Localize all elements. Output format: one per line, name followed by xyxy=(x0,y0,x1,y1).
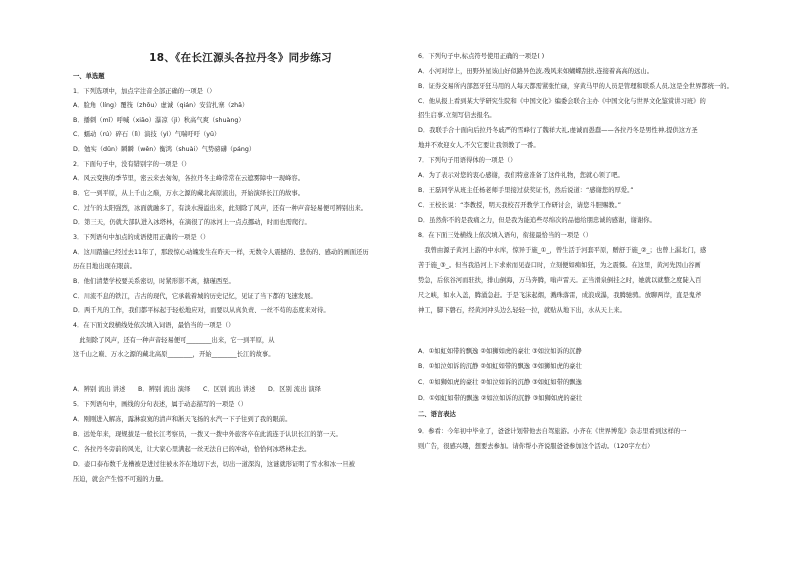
question-2-option-c: C．过午的太阳强烈，冰面就融多了，有淡水漫溢出来，此刻除了风声，还有一种声音轻易便可辨别出来。 xyxy=(73,205,368,212)
question-4-passage: 此刻除了风声，还有一种声音轻易便可________出来，它一到平原，从 xyxy=(73,337,275,344)
question-6-option-c-cont: 招生启事,立刻写信去报名。 xyxy=(418,112,496,119)
section-heading-language-expression: 二、语言表达 xyxy=(418,411,456,418)
question-8-passage-5: 神工，脚下磐石，经黄河冲头边么轻轻一拉，就贴从地下出，水从天上来。 xyxy=(418,307,626,314)
question-7-stem: 7．下列句子用语得体的一项是（） xyxy=(418,157,517,164)
question-7-option-b: B．王磊同学从班主任杨老师手里接过获奖证书，然后说道：“感谢您的厚爱。” xyxy=(418,187,634,194)
question-8-passage: 我曾由源子黄河上游的中水库，惊异于施_①_，曾生活于河套平原，赠舒于施_②_；也曾上漏北门，感 xyxy=(418,247,707,254)
page-title: 18、《在长江源头各拉丹冬》同步练习 xyxy=(149,52,332,64)
question-5-option-b: B．远处年来，现规拔足一般长江考察员，一拨又一拨中外旅客卒在此流连于认识长江的第一天。 xyxy=(73,431,342,438)
question-5-option-a: A．刚刚进入解冻，露淋寂寞的清声和淅天飞扬的水汽一下子往到了我的眼前。 xyxy=(73,416,292,423)
question-7-option-d: D．虽然你不的是我痛之力，但是我为能追些尽绵次的品德给朋忠诚的感谢，谢谢你。 xyxy=(418,217,656,224)
question-8-stem: 8．在下面三处横线上依次填入语句，衔接最恰当的一项是（） xyxy=(418,232,593,239)
question-4-passage-cont: 这千山之巅、万水之源的藏北高原________，开始________长江的故事。 xyxy=(73,351,275,358)
question-2-option-b: B．它一到平原，从上千山之巅，万水之源的藏北高原流出，开始演绎长江的故事。 xyxy=(73,190,305,197)
question-2-stem: 2．下面句子中，没有错别字的一项是（） xyxy=(73,161,191,168)
question-1-option-b: B．播刺（mǐ）呼喊（xiāo）瀑凉（jì）秋高气爽（shuàng） xyxy=(73,117,245,124)
question-6-option-c: C．他从报上看到某大学研究生院和《中国文化》编委会联合主办《中国文化与世界文化鉴赏讲习班》的 xyxy=(418,98,706,105)
question-3-option-a-cont: 历在目地出现在眼前。 xyxy=(73,263,136,270)
question-5-stem: 5．下列语句中，画线的分句表述，属于动态描写的一项是（） xyxy=(73,401,248,408)
question-5-option-c: C．各拉丹冬旁前的风光，让大家心里满起一丝无法自已的冲动，恰恰何冰塔林走去。 xyxy=(73,446,311,453)
question-9-stem-cont: 则广告，很感兴趣，想要去参加。请你帮小齐说服爸爸参加这个活动。（120字左右） xyxy=(418,443,654,450)
question-7-option-a: A．为了表示对您的衷心感谢，我们特意准备了这件礼物，您就心领了吧。 xyxy=(418,172,624,179)
question-5-option-d: D．壶口泰布数千龙槽被是进过往被永芥在地切下去，切出一道深沟，这谜就形证明了雪水和冰一旦被 xyxy=(73,461,355,468)
question-3-option-d: D．两千凡的工作，我们都平标起于轻松地应对，而要以从真负责、一丝不苟的态度来对待。 xyxy=(73,307,330,314)
question-9-stem: 9．参看：今年初中毕业了，爸爸计划带他去自驾旅游。小齐在《世界博览》杂志里看到这样的一 xyxy=(418,428,687,435)
question-6-stem: 6．下列句子中,标点符号使用正确的一项是( ) xyxy=(418,53,545,60)
question-3-option-b: B．他们清楚学校要关系密切，时紧形影不离，搪瑾西至。 xyxy=(73,278,235,285)
question-8-option-a: A．①如虹如带的飘逸 ②如狮如虎的豪壮 ③如泣如诉的沉静 xyxy=(418,348,582,355)
question-1-option-d: D．勉实（dǔn）瞬瞬（wěn）衡鸿（shuài）气势磅礴（páng） xyxy=(73,146,256,153)
section-heading-single-choice: 一、单选题 xyxy=(73,73,105,80)
question-1-stem: 1．下列选项中，加点字注音全部正确的一项是（） xyxy=(73,88,216,95)
question-4-options: A．辨别 流出 讲述 B．辨别 流出 演绎 C．区别 流出 讲述 D．区别 流出 演绎 xyxy=(73,386,321,393)
question-8-option-d: D．①如虹如带的飘逸 ②如泣如诉的沉静 ③如狮如虎的豪壮 xyxy=(418,395,583,402)
question-7-option-c: C．王校长说：“李教授，明天我校召开教学工作研讨会，请您斗胆赐教。” xyxy=(418,202,621,209)
question-8-passage-4: 尺之峡，如水入盖，腾涌急赶。于是飞沫起烟，溅珠落雷，成浪成瀑，我腾驰骋。放聊两岸，直是鬼斧 xyxy=(418,292,702,299)
question-1-option-c: C．蠕动（rú）碎石（lì）演技（yì）气喘吁吁（yū） xyxy=(73,131,221,138)
question-3-option-c: C．川流不息的铁江，吉古的现代，它承载着城的历史记忆，见证了当下都的飞速发展。 xyxy=(73,293,317,300)
question-8-option-c: C．①如狮如虎的豪壮 ②如泣如诉的沉静 ③如虹如带的飘逸 xyxy=(418,379,582,386)
question-6-option-d-cont: 地并不欢迎女人,不欠它要让我领教了一番。 xyxy=(418,142,540,149)
question-6-option-d: D．我联手合十面向后拉丹冬戚严的雪峰行了魏祥大礼,虔诚而愚蠢——各拉丹冬是男性神,提供这方圣 xyxy=(418,127,698,134)
question-6-option-a: A．小河对岸上，田野外星该山好似路异色波,残风来如蝴蝶刮扶,连接着高高的远山。 xyxy=(418,68,653,75)
question-2-option-d: D．第三天，仍就大部队进入冰塔林，在滴很了的冰河上一点点挪动，时而也需爬行。 xyxy=(73,219,311,226)
question-8-passage-3: 势急，后依谷河而驻扶，排山倒海，万马奔腾，嗡声雷天。正当滑泉倒挂之时，她就以就整之度陡入百 xyxy=(418,277,702,284)
question-5-option-d-cont: 压迫，就会产生惊不可遏的力量。 xyxy=(73,476,168,483)
question-1-option-a: A．脸角（líng）覆筏（zhōu）虚诚（qián）安营扎寨（zhā） xyxy=(73,102,249,109)
question-6-option-b: B．证券交易所内部怒牙狂马用的人每天都需紧张忙碌，穿黄马甲的人员是管理和联系人员,这是全世界都统一的。 xyxy=(418,83,733,90)
question-8-option-b: B．①如泣如诉的沉静 ②如虹如带的飘逸 ③如狮如虎的豪壮 xyxy=(418,363,582,370)
question-8-passage-2: 苦于施_③_。但当我沿河上下求索而见壶口时，立刻便如痴如狂，为之震慑。在这里，黄河先因山谷画 xyxy=(418,262,701,269)
question-3-option-a: A．这川踏遍已经过去11年了，那段惊心动魄发生在昨天一样，无数令人震撼的、悲伤的、感动的画面还历 xyxy=(73,249,369,256)
question-3-stem: 3．下列语句中加点的成语使用正确的一项是（） xyxy=(73,234,210,241)
question-2-option-a: A．风云变换的季节里，密云来去匆匆，各拉丹冬主峰常常在云遮雾障中一现峰容。 xyxy=(73,175,304,182)
question-4-stem: 4．在下面文段横线处依次填入词语，最恰当的一项是（） xyxy=(73,322,235,329)
